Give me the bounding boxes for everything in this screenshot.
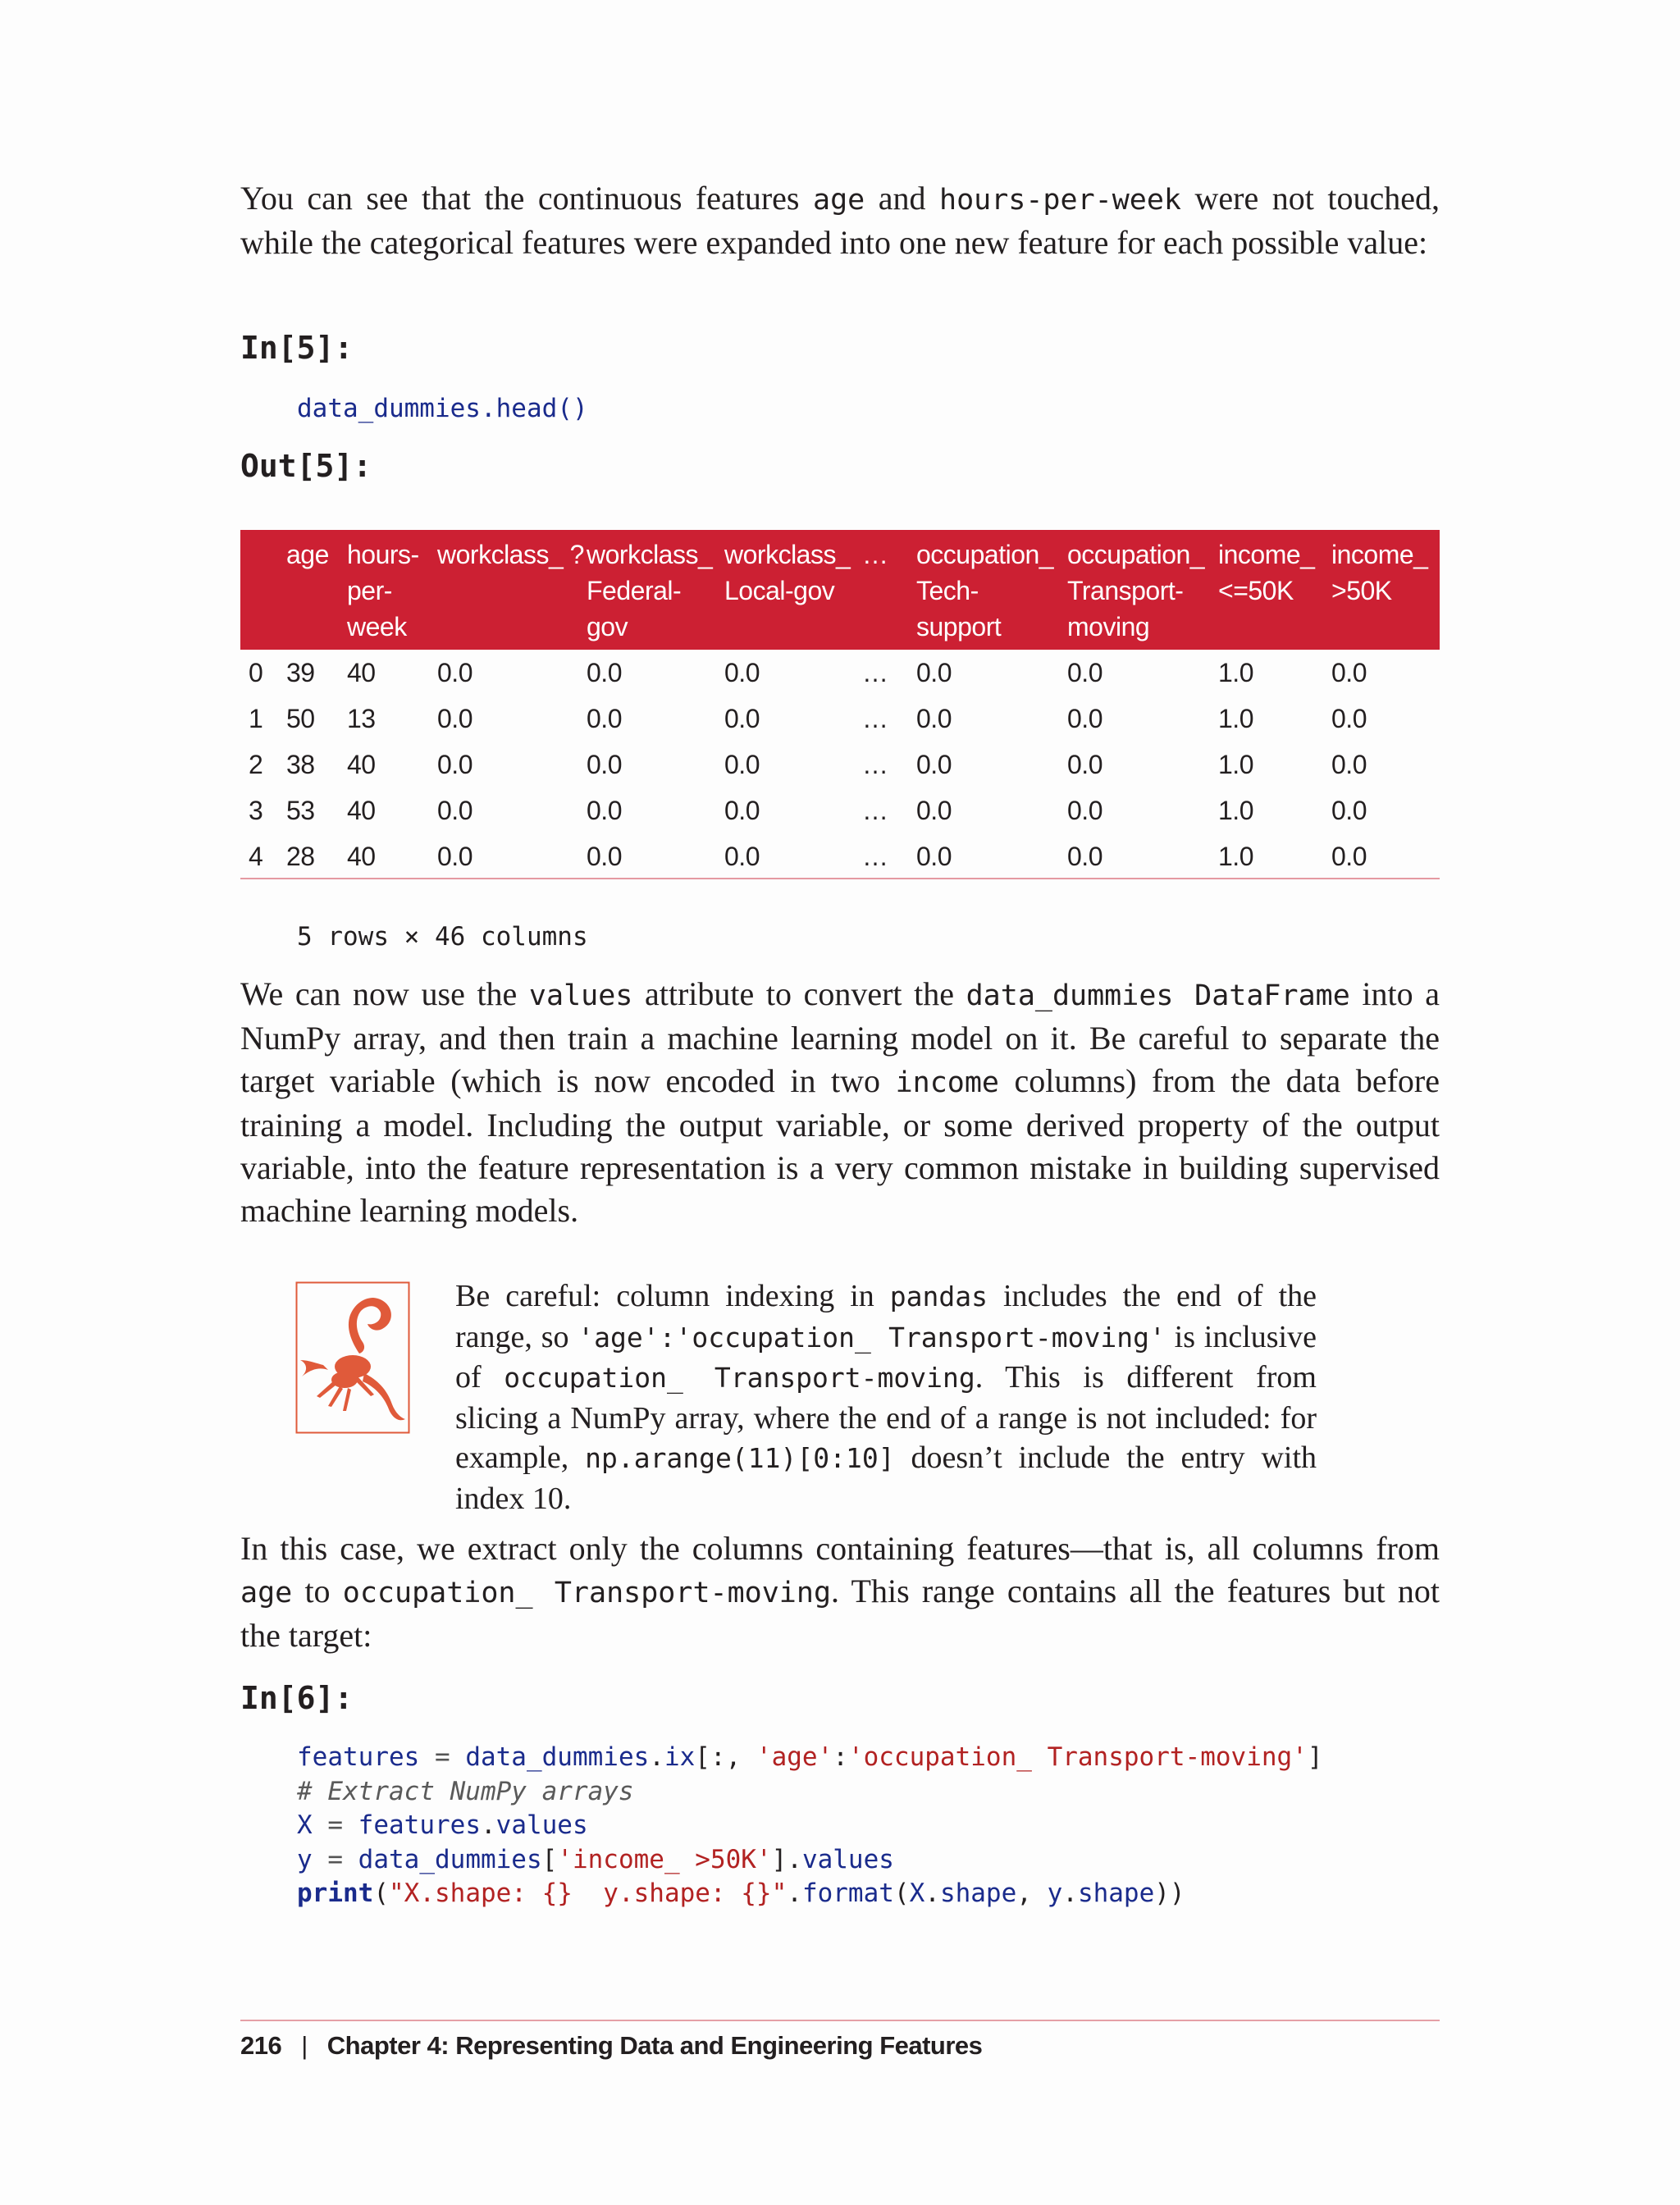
- page-footer: [240, 2031, 982, 2061]
- in5-prompt: In[5]:: [240, 330, 354, 366]
- cell-occupation-tech: 0.0: [916, 704, 952, 733]
- row-index: 4: [249, 842, 263, 871]
- intro-paragraph: You can see that the continuous features age and hours-per-week were not touched, while the categorical features were expanded into one new feature for each possible value:: [240, 180, 1440, 261]
- cell-income-le: 1.0: [1218, 658, 1253, 687]
- cell-workclass-federal: 0.0: [587, 796, 622, 825]
- header-hours-per-week: hours- per- week: [347, 540, 419, 641]
- cell-occupation-transport: 0.0: [1067, 658, 1102, 687]
- table-row: [240, 833, 1440, 879]
- cell-hours: 40: [347, 796, 376, 825]
- cell-occupation-transport: 0.0: [1067, 796, 1102, 825]
- cell-ellipsis: …: [862, 704, 888, 733]
- cell-ellipsis: …: [862, 796, 888, 825]
- cell-income-le: 1.0: [1218, 842, 1253, 871]
- cell-income-gt: 0.0: [1331, 750, 1367, 779]
- cell-workclass-local: 0.0: [724, 796, 760, 825]
- cell-workclass-unknown: 0.0: [437, 704, 472, 733]
- cell-workclass-unknown: 0.0: [437, 842, 472, 871]
- header-occupation-transport-moving: occupation_ Transport- moving: [1067, 540, 1205, 641]
- table-header-row: [240, 530, 1440, 650]
- page-number: 216: [240, 2031, 282, 2060]
- table-row: [240, 696, 1440, 742]
- extract-paragraph: In this case, we extract only the columns containing features—that is, all columns from age to occupation_ Transport-moving. This range contains all the features but not the target:: [240, 1530, 1440, 1654]
- footer-separator: |: [301, 2031, 308, 2060]
- cell-workclass-unknown: 0.0: [437, 750, 472, 779]
- header-workclass-local-gov: workclass_ Local-gov: [724, 540, 851, 605]
- header-workclass-federal-gov: workclass_ Federal- gov: [587, 540, 713, 641]
- cell-income-le: 1.0: [1218, 796, 1253, 825]
- cell-ellipsis: …: [862, 842, 888, 871]
- cell-occupation-transport: 0.0: [1067, 842, 1102, 871]
- cell-workclass-federal: 0.0: [587, 750, 622, 779]
- row-index: 2: [249, 750, 263, 779]
- footer-rule: [240, 2020, 1440, 2021]
- cell-income-gt: 0.0: [1331, 658, 1367, 687]
- in6-prompt: In[6]:: [240, 1680, 354, 1716]
- cell-income-gt: 0.0: [1331, 842, 1367, 871]
- scorpion-warning-icon: [295, 1281, 410, 1434]
- cell-ellipsis: …: [862, 658, 888, 687]
- cell-workclass-federal: 0.0: [587, 658, 622, 687]
- cell-hours: 40: [347, 842, 376, 871]
- cell-occupation-tech: 0.0: [916, 750, 952, 779]
- warning-note-text: Be careful: column indexing in pandas includes the end of the range, so 'age':'occupation_ Transport-moving' is inclusive of occupation_ Transport-moving. This is different from slicing a NumPy array, where the end of a range is not included: for example, np.arange(11)[0:10] doesn’t include the entry with index 10.: [455, 1279, 1317, 1516]
- header-age: age: [286, 540, 329, 569]
- cell-income-gt: 0.0: [1331, 704, 1367, 733]
- cell-occupation-tech: 0.0: [916, 796, 952, 825]
- cell-workclass-local: 0.0: [724, 658, 760, 687]
- cell-workclass-local: 0.0: [724, 842, 760, 871]
- table-row: [240, 742, 1440, 788]
- header-ellipsis: …: [862, 540, 888, 569]
- table-row: [240, 650, 1440, 696]
- cell-age: 39: [286, 658, 315, 687]
- chapter-title: Chapter 4: Representing Data and Engineering Features: [326, 2031, 983, 2060]
- values-paragraph: We can now use the values attribute to convert the data_dummies DataFrame into a NumPy array, and then train a machine learning model on it. Be careful to separate the target variable (which is now encoded in two income columns) from the data before training a model. Including the output variable, or some derived property of the output variable, into the feature representation is a very common mistake in building supervised machine learning models.: [240, 975, 1440, 1229]
- cell-ellipsis: …: [862, 750, 888, 779]
- cell-hours: 40: [347, 658, 376, 687]
- cell-occupation-transport: 0.0: [1067, 750, 1102, 779]
- cell-age: 53: [286, 796, 315, 825]
- cell-workclass-unknown: 0.0: [437, 796, 472, 825]
- in5-code: data_dummies.head(): [297, 394, 588, 423]
- header-occupation-tech-support: occupation_ Tech- support: [916, 540, 1054, 641]
- header-income-le-50k: income_ <=50K: [1218, 540, 1315, 605]
- cell-hours: 13: [347, 704, 376, 733]
- cell-occupation-transport: 0.0: [1067, 704, 1102, 733]
- header-workclass-unknown: workclass_ ?: [437, 540, 584, 569]
- in6-code-block: features = data_dummies.ix[:, 'age':'occupation_ Transport-moving'] # Extract NumPy arrays X = features.values y = data_dummies['income_ >50K'].values print("X.shape: {} y.shape: {}".format(X.shape, y.shape)): [297, 1742, 1323, 1908]
- cell-occupation-tech: 0.0: [916, 842, 952, 871]
- cell-income-le: 1.0: [1218, 704, 1253, 733]
- cell-workclass-federal: 0.0: [587, 842, 622, 871]
- cell-age: 50: [286, 704, 315, 733]
- out5-prompt: Out[5]:: [240, 448, 372, 484]
- cell-workclass-local: 0.0: [724, 750, 760, 779]
- cell-age: 28: [286, 842, 315, 871]
- cell-workclass-local: 0.0: [724, 704, 760, 733]
- table-bottom-rule: [240, 878, 1440, 879]
- row-index: 1: [249, 704, 263, 733]
- table-row: [240, 788, 1440, 833]
- header-income-gt-50k: income_ >50K: [1331, 540, 1428, 605]
- cell-occupation-tech: 0.0: [916, 658, 952, 687]
- cell-workclass-federal: 0.0: [587, 704, 622, 733]
- table-shape-text: 5 rows × 46 columns: [297, 922, 588, 952]
- cell-workclass-unknown: 0.0: [437, 658, 472, 687]
- cell-income-le: 1.0: [1218, 750, 1253, 779]
- cell-income-gt: 0.0: [1331, 796, 1367, 825]
- cell-age: 38: [286, 750, 315, 779]
- row-index: 0: [249, 658, 263, 687]
- row-index: 3: [249, 796, 263, 825]
- cell-hours: 40: [347, 750, 376, 779]
